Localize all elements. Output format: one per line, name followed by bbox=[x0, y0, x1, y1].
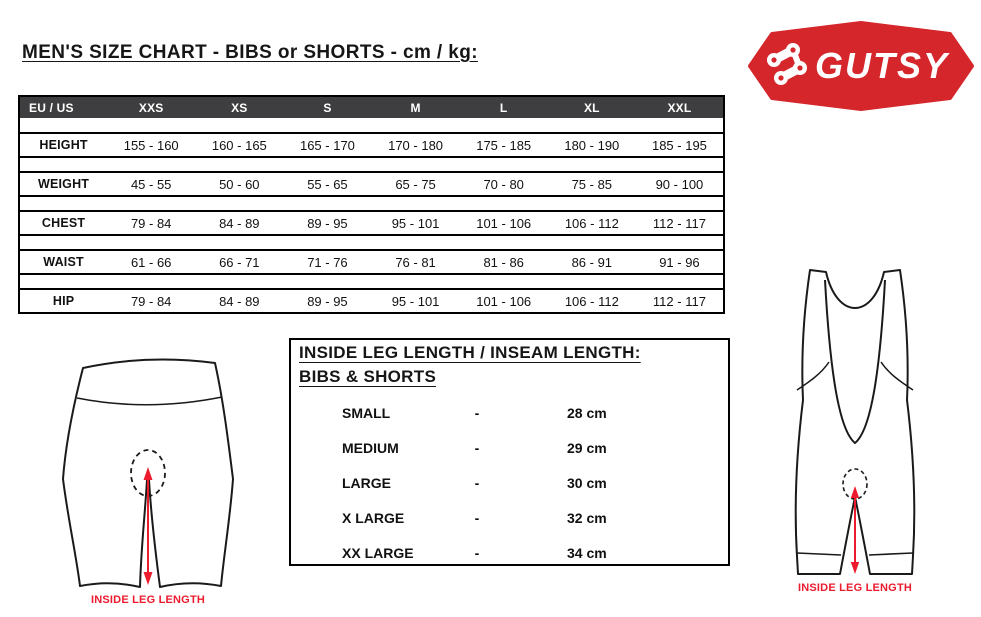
column-header-m: M bbox=[372, 96, 460, 118]
cell: 61 - 66 bbox=[107, 250, 195, 274]
bib-inside-leg-label: INSIDE LEG LENGTH bbox=[797, 582, 913, 594]
cell: 155 - 160 bbox=[107, 133, 195, 157]
table-row-weight bbox=[19, 172, 724, 196]
inseam-value: 28 cm bbox=[567, 404, 607, 421]
column-header-s: S bbox=[283, 96, 371, 118]
row-label: WEIGHT bbox=[19, 172, 107, 196]
shorts-inside-leg-label: INSIDE LEG LENGTH bbox=[90, 594, 206, 606]
inseam-row-small bbox=[291, 395, 728, 430]
table-row-height bbox=[19, 133, 724, 157]
shorts-drawing bbox=[58, 354, 238, 592]
inseam-dash: - bbox=[474, 474, 480, 491]
bib-figure bbox=[785, 262, 925, 594]
logo-wordmark: GUTSY bbox=[815, 45, 950, 86]
row-label: CHEST bbox=[19, 211, 107, 235]
spacer-row bbox=[19, 157, 724, 172]
cell: 84 - 89 bbox=[195, 211, 283, 235]
table-row-chest bbox=[19, 211, 724, 235]
spacer-row bbox=[19, 196, 724, 211]
column-header-xxl: XXL bbox=[636, 96, 724, 118]
cell: 106 - 112 bbox=[548, 289, 636, 313]
column-header-xs: XS bbox=[195, 96, 283, 118]
cell: 185 - 195 bbox=[636, 133, 724, 157]
cell: 89 - 95 bbox=[283, 289, 371, 313]
inseam-size-label: LARGE bbox=[342, 474, 391, 491]
cell: 101 - 106 bbox=[460, 289, 548, 313]
table-row-waist bbox=[19, 250, 724, 274]
column-header-xxs: XXS bbox=[107, 96, 195, 118]
cell: 66 - 71 bbox=[195, 250, 283, 274]
cell: 175 - 185 bbox=[460, 133, 548, 157]
bib-drawing bbox=[785, 262, 925, 580]
cell: 75 - 85 bbox=[548, 172, 636, 196]
cell: 70 - 80 bbox=[460, 172, 548, 196]
gutsy-logo-svg bbox=[747, 18, 975, 114]
column-header-l: L bbox=[460, 96, 548, 118]
inseam-dash: - bbox=[474, 509, 480, 526]
cell: 106 - 112 bbox=[548, 211, 636, 235]
cell: 101 - 106 bbox=[460, 211, 548, 235]
cell: 45 - 55 bbox=[107, 172, 195, 196]
column-header-eu-us: EU / US bbox=[19, 96, 107, 118]
cell: 50 - 60 bbox=[195, 172, 283, 196]
size-chart-table bbox=[18, 95, 725, 314]
inseam-title: INSIDE LEG LENGTH / INSEAM LENGTH: bbox=[299, 343, 641, 362]
inseam-size-label: MEDIUM bbox=[342, 439, 399, 456]
cell: 89 - 95 bbox=[283, 211, 371, 235]
inseam-size-label: XX LARGE bbox=[342, 544, 414, 561]
inseam-dash: - bbox=[474, 404, 480, 421]
row-label: HEIGHT bbox=[19, 133, 107, 157]
cell: 160 - 165 bbox=[195, 133, 283, 157]
row-label: HIP bbox=[19, 289, 107, 313]
inseam-size-label: X LARGE bbox=[342, 509, 405, 526]
cell: 84 - 89 bbox=[195, 289, 283, 313]
inseam-row-xlarge bbox=[291, 500, 728, 535]
gutsy-logo bbox=[747, 18, 975, 114]
inseam-rows bbox=[291, 395, 728, 570]
spacer-row bbox=[19, 118, 724, 133]
cell: 95 - 101 bbox=[372, 211, 460, 235]
spacer-row bbox=[19, 274, 724, 289]
shorts-figure bbox=[58, 354, 238, 606]
inseam-value: 29 cm bbox=[567, 439, 607, 456]
inseam-size-label: SMALL bbox=[342, 404, 391, 421]
cell: 65 - 75 bbox=[372, 172, 460, 196]
spacer-row bbox=[19, 235, 724, 250]
inseam-row-medium bbox=[291, 430, 728, 465]
cell: 180 - 190 bbox=[548, 133, 636, 157]
inseam-value: 34 cm bbox=[567, 544, 607, 561]
cell: 55 - 65 bbox=[283, 172, 371, 196]
column-header-xl: XL bbox=[548, 96, 636, 118]
inseam-row-large bbox=[291, 465, 728, 500]
cell: 79 - 84 bbox=[107, 289, 195, 313]
row-label: WAIST bbox=[19, 250, 107, 274]
size-chart-header-row bbox=[19, 96, 724, 118]
inseam-dash: - bbox=[474, 544, 480, 561]
cell: 86 - 91 bbox=[548, 250, 636, 274]
cell: 112 - 117 bbox=[636, 289, 724, 313]
inseam-row-xxlarge bbox=[291, 535, 728, 570]
inseam-box bbox=[289, 338, 730, 566]
inseam-subtitle: BIBS & SHORTS bbox=[299, 367, 437, 386]
inseam-value: 30 cm bbox=[567, 474, 607, 491]
cell: 81 - 86 bbox=[460, 250, 548, 274]
inseam-dash: - bbox=[474, 439, 480, 456]
cell: 165 - 170 bbox=[283, 133, 371, 157]
cell: 91 - 96 bbox=[636, 250, 724, 274]
cell: 112 - 117 bbox=[636, 211, 724, 235]
cell: 90 - 100 bbox=[636, 172, 724, 196]
inseam-value: 32 cm bbox=[567, 509, 607, 526]
cell: 79 - 84 bbox=[107, 211, 195, 235]
cell: 170 - 180 bbox=[372, 133, 460, 157]
page-title: MEN'S SIZE CHART - BIBS or SHORTS - cm / kg: bbox=[22, 42, 478, 63]
table-row-hip bbox=[19, 289, 724, 313]
cell: 76 - 81 bbox=[372, 250, 460, 274]
cell: 95 - 101 bbox=[372, 289, 460, 313]
cell: 71 - 76 bbox=[283, 250, 371, 274]
